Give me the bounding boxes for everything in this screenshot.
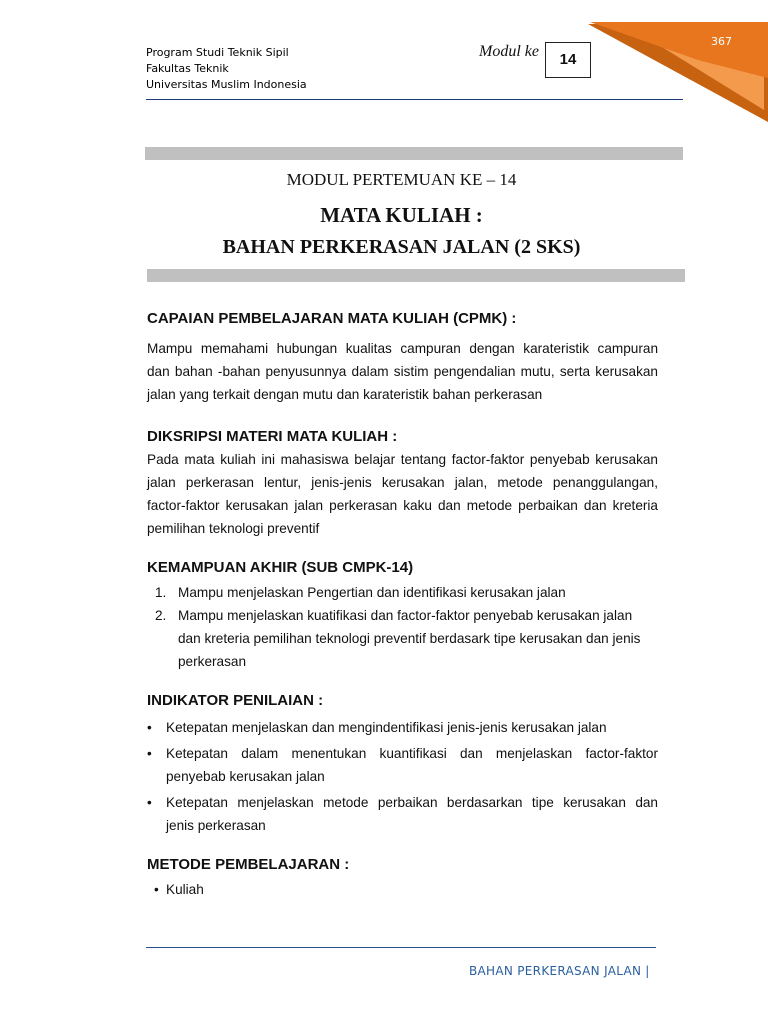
paragraph-line: jalan yang terkait dengan mutu dan karateristik bahan perkerasan xyxy=(147,387,543,402)
metode-heading: METODE PEMBELAJARAN : xyxy=(147,856,350,873)
deskripsi-paragraph xyxy=(147,448,658,540)
list-item xyxy=(147,716,658,739)
modul-title: MODUL PERTEMUAN KE – 14 xyxy=(286,170,517,189)
list-item-line: Ketepatan dalam menentukan kuantifikasi dan menjelaskan factor-faktor xyxy=(166,746,658,761)
list-item-line: Ketepatan menjelaskan metode perbaikan berdasarkan tipe kerusakan dan xyxy=(166,795,658,810)
footer-separator: | xyxy=(645,964,650,978)
list-item-line: Ketepatan menjelaskan dan mengindentifikasi jenis-jenis kerusakan jalan xyxy=(166,720,607,735)
footer-title-block xyxy=(469,964,650,978)
kemampuan-list xyxy=(147,581,658,673)
bullet-icon: • xyxy=(147,746,152,761)
bullet-icon: • xyxy=(147,795,152,810)
list-item-line: perkerasan xyxy=(178,654,247,669)
institution-block xyxy=(146,45,307,93)
list-number: 2. xyxy=(155,608,167,623)
list-item-line: jenis perkerasan xyxy=(166,818,266,833)
list-item xyxy=(154,878,665,901)
cpmk-heading: CAPAIAN PEMBELAJARAN MATA KULIAH (CPMK) : xyxy=(147,310,517,327)
page-number: 367 xyxy=(711,35,732,48)
indikator-heading: INDIKATOR PENILAIAN : xyxy=(147,692,324,709)
paragraph-line: pemilihan teknologi preventif xyxy=(147,521,320,536)
modul-label: Modul ke xyxy=(479,43,539,60)
list-item-line: Kuliah xyxy=(166,882,204,897)
institution-line: Fakultas Teknik xyxy=(146,62,229,75)
list-number: 1. xyxy=(155,585,167,600)
modul-number-box: 14 xyxy=(545,42,591,78)
corner-decoration xyxy=(588,0,768,130)
course-title: BAHAN PERKERASAN JALAN (2 SKS) xyxy=(222,236,581,258)
list-item-line: penyebab kerusakan jalan xyxy=(166,769,325,784)
bullet-icon: • xyxy=(154,882,159,897)
paragraph-line: dan bahan -bahan penyusunnya dalam sistim pengendalian mutu, serta kerusakan xyxy=(147,364,658,379)
footer-divider xyxy=(146,947,656,948)
list-item xyxy=(147,791,658,837)
cpmk-paragraph xyxy=(147,337,658,406)
title-bar-top xyxy=(145,147,683,160)
paragraph-line: Pada mata kuliah ini mahasiswa belajar tentang factor-faktor penyebab kerusakan xyxy=(147,452,658,467)
title-bar-bottom xyxy=(147,269,685,282)
list-item-line: dan kreteria pemilihan teknologi preventif berdasark tipe kerusakan dan jenis xyxy=(178,631,641,646)
list-item xyxy=(147,604,658,673)
bullet-icon: • xyxy=(147,720,152,735)
paragraph-line: factor-faktor kerusakan jalan perkerasan kaku dan metode perbaikan dan kreteria xyxy=(147,498,658,513)
mata-kuliah-title: MATA KULIAH : xyxy=(320,203,483,227)
paragraph-line: jalan perkerasan lentur, jenis-jenis kerusakan jalan, metode penanggulangan, xyxy=(147,475,658,490)
institution-line: Universitas Muslim Indonesia xyxy=(146,78,307,91)
list-item-line: Mampu menjelaskan kuatifikasi dan factor-faktor penyebab kerusakan jalan xyxy=(178,608,633,623)
institution-line: Program Studi Teknik Sipil xyxy=(146,46,289,59)
footer-title: BAHAN PERKERASAN JALAN xyxy=(469,964,642,978)
indikator-list xyxy=(147,716,658,840)
list-item-line: Mampu menjelaskan Pengertian dan identifikasi kerusakan jalan xyxy=(178,585,566,600)
list-item xyxy=(147,742,658,788)
list-item xyxy=(147,581,658,604)
paragraph-line: Mampu memahami hubungan kualitas campuran dengan karateristik campuran xyxy=(147,341,658,356)
kemampuan-heading: KEMAMPUAN AKHIR (SUB CMPK-14) xyxy=(147,559,414,576)
metode-list xyxy=(154,878,665,904)
deskripsi-heading: DIKSRIPSI MATERI MATA KULIAH : xyxy=(147,428,398,445)
